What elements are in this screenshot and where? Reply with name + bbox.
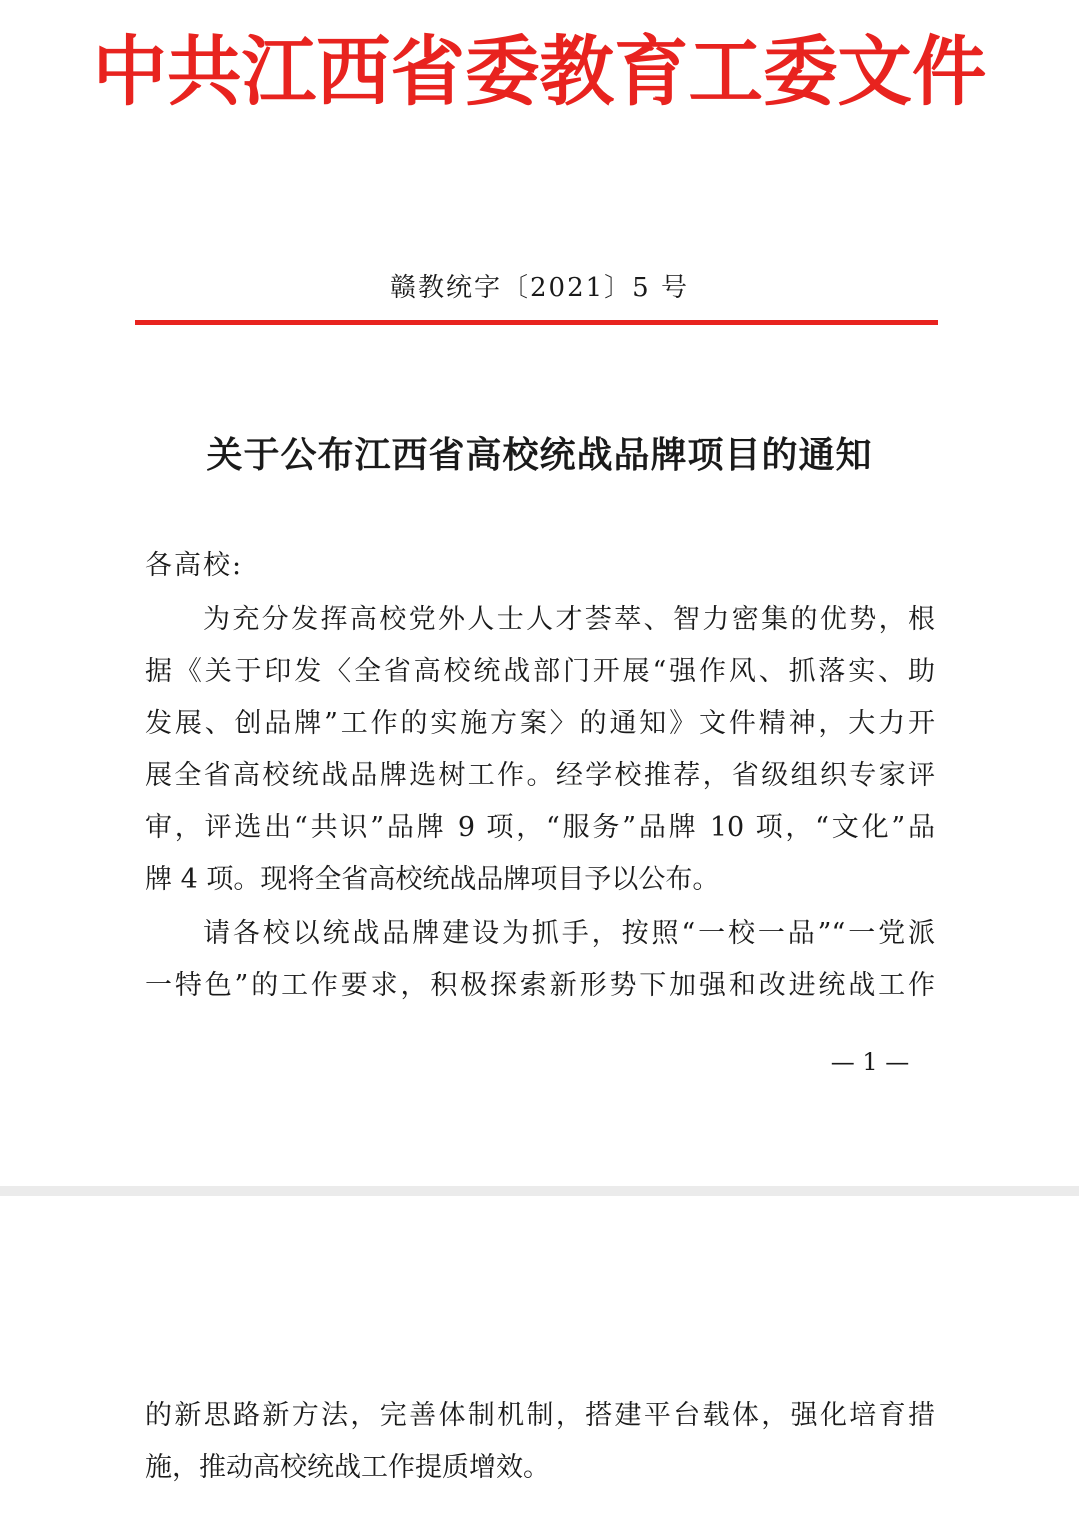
body-line: 展全省高校统战品牌选树工作。经学校推荐，省级组织专家评 <box>145 760 935 791</box>
document-number: 赣教统字〔2021〕5 号 <box>390 273 689 303</box>
body-line: 据《关于印发〈全省高校统战部门开展“强作风、抓落实、助 <box>145 656 935 687</box>
body-line: 施，推动高校统战工作提质增效。 <box>145 1452 550 1483</box>
body-line: 发展、创品牌”工作的实施方案〉的通知》文件精神，大力开 <box>145 708 935 739</box>
document-title: 关于公布江西省高校统战品牌项目的通知 <box>206 434 873 476</box>
body-line: 一特色”的工作要求，积极探索新形势下加强和改进统战工作 <box>145 970 935 1001</box>
body-line: 审，评选出“共识”品牌 9 项，“服务”品牌 10 项，“文化”品 <box>145 812 935 843</box>
red-divider-rule <box>135 320 938 325</box>
document-page-2 <box>0 1196 1079 1516</box>
body-line: 的新思路新方法，完善体制机制，搭建平台载体，强化培育措 <box>145 1400 935 1431</box>
body-line: 为充分发挥高校党外人士人才荟萃、智力密集的优势，根 <box>203 604 935 635</box>
salutation: 各高校: <box>145 550 244 581</box>
page-separator <box>0 1186 1079 1196</box>
page-number: — 1 — <box>830 1048 910 1076</box>
issuer-masthead: 中共江西省委教育工委文件 <box>92 27 987 116</box>
body-line: 请各校以统战品牌建设为抓手，按照“一校一品”“一党派 <box>203 918 935 949</box>
body-line: 牌 4 项。现将全省高校统战品牌项目予以公布。 <box>145 864 720 895</box>
